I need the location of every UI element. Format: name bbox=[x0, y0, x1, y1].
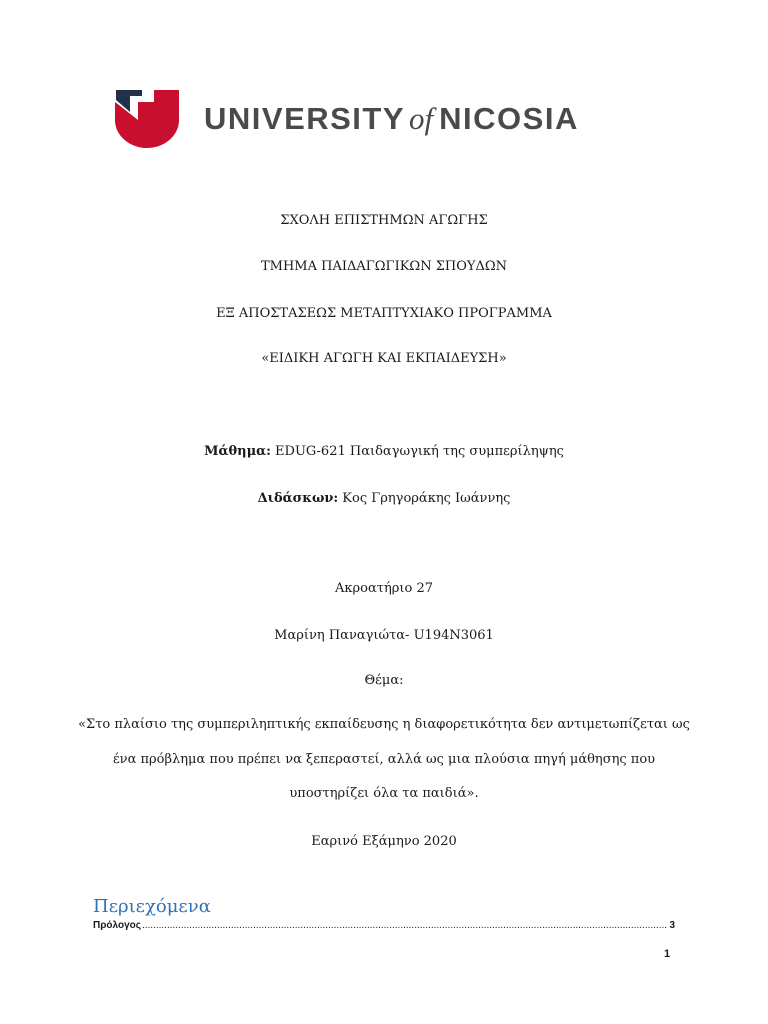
program-type: ΕΞ ΑΠΟΣΤΑΣΕΩΣ ΜΕΤΑΠΤΥΧΙΑΚΟ ΠΡΟΓΡΑΜΜΑ bbox=[216, 306, 552, 321]
page-number: 1 bbox=[664, 948, 671, 960]
university-logo bbox=[112, 88, 579, 150]
semester: Εαρινό Εξάμηνο 2020 bbox=[311, 834, 457, 849]
toc-heading: Περιεχόμενα bbox=[93, 896, 211, 917]
instructor-value: Κος Γρηγοράκης Ιωάννης bbox=[342, 491, 511, 506]
student-name-id: Μαρίνη Παναγιώτα- U194N3061 bbox=[274, 628, 494, 643]
program-name: «ΕΙΔΙΚΗ ΑΓΩΓΗ ΚΑΙ ΕΚΠΑΙΔΕΥΣΗ» bbox=[261, 351, 507, 366]
logo-word-university: UNIVERSITY bbox=[204, 101, 406, 136]
topic-line-3: υποστηρίζει όλα τα παιδιά». bbox=[289, 786, 479, 801]
course-line bbox=[0, 444, 768, 459]
school-name: ΣΧΟΛΗ ΕΠΙΣΤΗΜΩΝ ΑΓΩΓΗΣ bbox=[280, 213, 488, 228]
logo-word-of: of bbox=[409, 101, 434, 136]
toc-entry-page: 3 bbox=[669, 920, 675, 931]
logo-word-nicosia: NICOSIA bbox=[439, 101, 579, 136]
auditorium: Ακροατήριο 27 bbox=[335, 581, 433, 596]
toc-entry[interactable] bbox=[93, 920, 675, 931]
topic-label: Θέμα: bbox=[364, 673, 404, 688]
instructor-label: Διδάσκων: bbox=[257, 491, 339, 506]
toc-entry-title: Πρόλογος bbox=[93, 920, 141, 931]
topic-line-2: ένα πρόβλημα που πρέπει να ξεπεραστεί, αλλά ως μια πλούσια πηγή μάθησης που bbox=[112, 752, 656, 767]
department-name: ΤΜΗΜΑ ΠΑΙΔΑΓΩΓΙΚΩΝ ΣΠΟΥΔΩΝ bbox=[260, 259, 508, 274]
topic-line-1: «Στο πλαίσιο της συμπεριληπτικής εκπαίδευσης η διαφορετικότητα δεν αντιμετωπίζεται ως bbox=[78, 717, 690, 732]
university-shield-icon bbox=[112, 88, 182, 150]
course-value: EDUG-621 Παιδαγωγική της συμπερίληψης bbox=[275, 444, 564, 459]
instructor-line bbox=[0, 491, 768, 506]
toc-leader-dots bbox=[142, 920, 669, 931]
university-wordmark bbox=[204, 101, 579, 137]
course-label: Μάθημα: bbox=[204, 444, 271, 459]
